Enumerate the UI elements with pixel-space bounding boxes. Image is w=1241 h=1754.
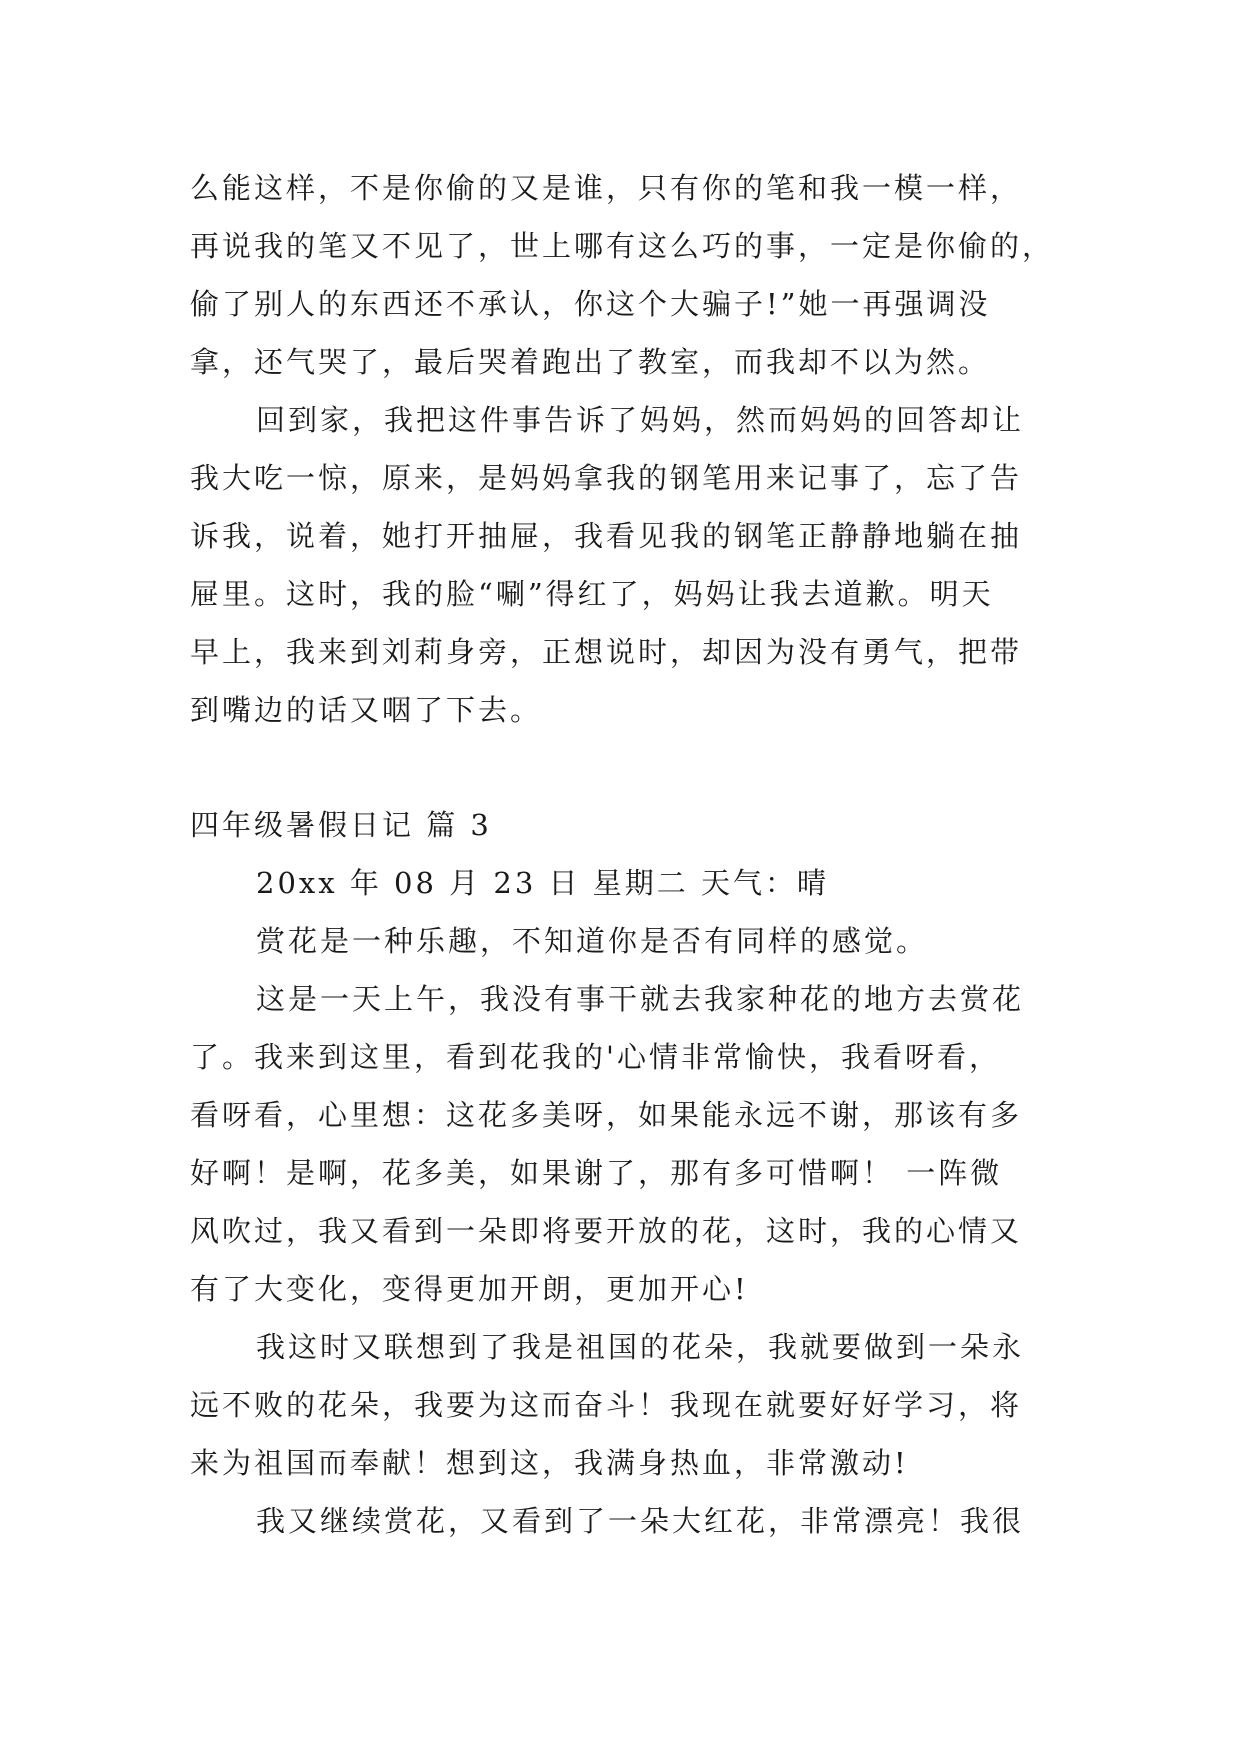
text-line: 早上，我来到刘莉身旁，正想说时，却因为没有勇气，把带	[190, 635, 1023, 669]
text-line: 了。我来到这里，看到花我的'心情非常愉快，我看呀看，	[190, 1040, 1001, 1074]
text-line: 到嘴边的话又咽了下去。	[190, 693, 543, 727]
text-line: 我又继续赏花，又看到了一朵大红花，非常漂亮！我很	[256, 1504, 1025, 1538]
text-line: 我大吃一惊，原来，是妈妈拿我的钢笔用来记事了，忘了告	[190, 461, 1023, 495]
text-line: 屉里。这时，我的脸“唰”得红了，妈妈让我去道歉。明天	[190, 577, 994, 611]
text-line: 有了大变化，变得更加开朗，更加开心!	[190, 1272, 749, 1306]
text-line: 赏花是一种乐趣，不知道你是否有同样的感觉。	[256, 924, 929, 958]
text-line: 偷了别人的东西还不承认，你这个大骗子!”她一再强调没	[190, 287, 991, 321]
section-heading: 四年级暑假日记 篇 3	[190, 808, 492, 842]
text-line: 回到家，我把这件事告诉了妈妈，然而妈妈的回答却让	[256, 403, 1025, 437]
text-line: 再说我的笔又不见了，世上哪有这么巧的事，一定是你偷的，	[190, 229, 1055, 263]
text-line: 好啊！是啊，花多美，如果谢了，那有多可惜啊！ 一阵微	[190, 1156, 1003, 1190]
text-line: 这是一天上午，我没有事干就去我家种花的地方去赏花	[256, 982, 1025, 1016]
text-line: 风吹过，我又看到一朵即将要开放的花，这时，我的心情又	[190, 1214, 1023, 1248]
text-line: 么能这样，不是你偷的又是谁，只有你的笔和我一模一样，	[190, 171, 1023, 205]
text-line: 诉我，说着，她打开抽屉，我看见我的钢笔正静静地躺在抽	[190, 519, 1023, 553]
text-line: 我这时又联想到了我是祖国的花朵，我就要做到一朵永	[256, 1330, 1025, 1364]
text-line: 看呀看，心里想：这花多美呀，如果能永远不谢，那该有多	[190, 1098, 1023, 1132]
diary-date-line: 20xx 年 08 月 23 日 星期二 天气：晴	[256, 866, 829, 900]
text-line: 来为祖国而奉献！想到这，我满身热血，非常激动!	[190, 1446, 909, 1480]
text-line: 拿，还气哭了，最后哭着跑出了教室，而我却不以为然。	[190, 345, 991, 379]
text-line: 远不败的花朵，我要为这而奋斗！我现在就要好好学习，将	[190, 1388, 1023, 1422]
